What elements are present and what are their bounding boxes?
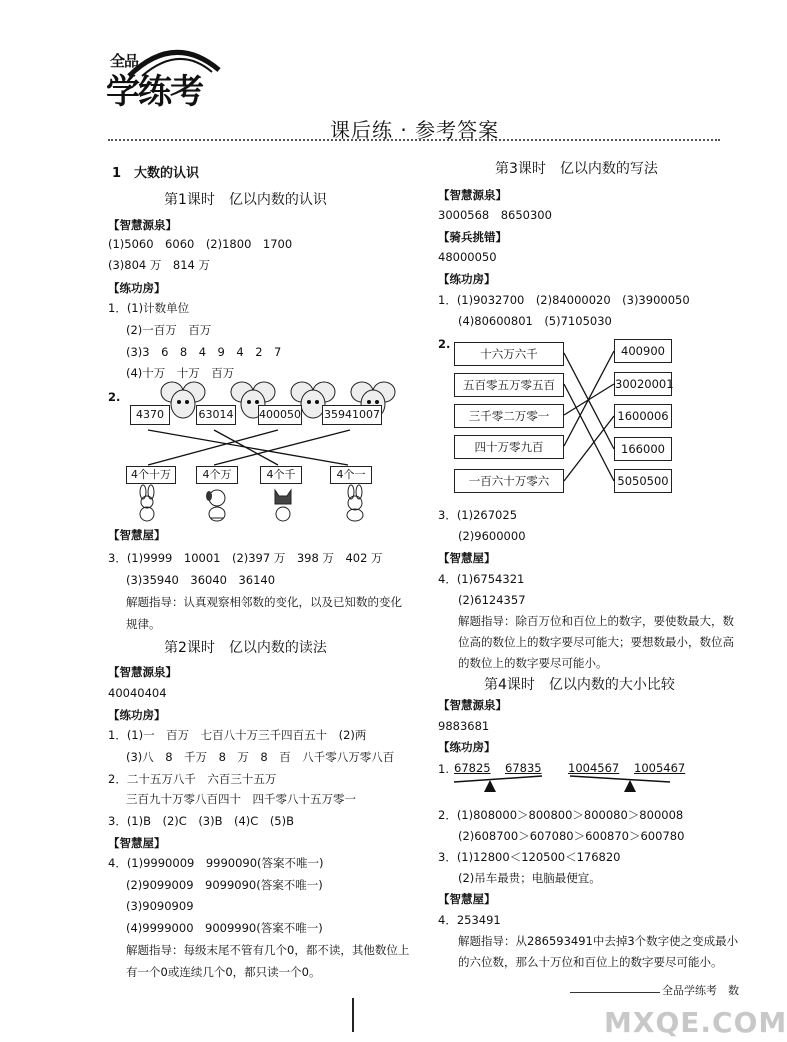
number-card: 35941007 xyxy=(322,405,382,425)
logo-main-text: 学练考 xyxy=(106,72,202,112)
section-label: 【智慧屋】 xyxy=(108,528,166,542)
footer-text: 全品学练考 数 xyxy=(662,984,739,997)
answer-line: (2)9099009 9099090(答案不唯一) xyxy=(126,878,323,892)
lesson3-title: 第3课时 亿以内数的写法 xyxy=(495,161,658,177)
answer-line: (1)5060 6060 (2)1800 1700 xyxy=(108,237,293,251)
section-label: 【练功房】 xyxy=(438,740,496,754)
answer-line: 48000050 xyxy=(438,250,497,264)
answer-line: 1．(1)9032700 (2)84000020 (3)3900050 xyxy=(438,293,690,307)
number-card: 63014 xyxy=(196,405,236,425)
lesson4-title: 第4课时 亿以内数的大小比较 xyxy=(484,677,675,693)
explanation-line: 的六位数，那么十万位和百位上的数字要尽可能小。 xyxy=(458,955,723,969)
section-label: 【智慧屋】 xyxy=(438,551,496,565)
section-label: 【智慧源泉】 xyxy=(108,218,177,232)
explanation-line: 解题指导：从286593491中去掉3个数字使之变成最小 xyxy=(458,934,739,948)
answer-line: (4)80600801 (5)7105030 xyxy=(458,314,612,328)
unit-title: 1 大数的认识 xyxy=(112,166,200,181)
answer-line: (3)3 6 8 4 9 4 2 7 xyxy=(126,345,282,359)
answer-line: 三百九十万零八百四十 四千零八十五万零一 xyxy=(126,792,356,806)
answer-line: 4．(1)6754321 xyxy=(438,572,525,586)
digit-number-card: 1600006 xyxy=(614,404,672,428)
section-label: 【骑兵挑错】 xyxy=(438,230,507,244)
scale-value: 1004567 xyxy=(568,761,620,775)
digit-number-card: 400900 xyxy=(614,339,672,363)
scale-value: 1005467 xyxy=(634,761,686,775)
explanation-line: 解题指导：除百万位和百位上的数字，要使数最大，数 xyxy=(458,614,734,628)
answer-line: 3．(1)267025 xyxy=(438,508,518,522)
answer-line: (4)9999000 9009990(答案不唯一) xyxy=(126,921,323,935)
digit-number-card: 166000 xyxy=(614,437,672,461)
answer-line: 1．(1)一 百万 七百八十万三千四百五十 (2)两 xyxy=(108,728,367,742)
answer-line: 3．(1)12800＜120500＜176820 xyxy=(438,850,621,864)
logo-top-text: 全品 xyxy=(110,52,139,70)
lesson1-title: 第1课时 亿以内数的认识 xyxy=(164,192,327,208)
word-number-card: 一百六十万零六 xyxy=(454,469,564,493)
answer-line: 1．(1)计数单位 xyxy=(108,301,190,315)
section-label: 【练功房】 xyxy=(108,281,166,295)
place-value-card: 4个千 xyxy=(260,466,302,484)
explanation-line: 解题指导：认真观察相邻数的变化，以及已知数的变化 xyxy=(126,595,402,609)
answer-line: 3．(1)9999 10001 (2)397 万 398 万 402 万 xyxy=(108,551,383,565)
section-label: 【智慧屋】 xyxy=(108,836,166,850)
answer-line: (4)十万 十万 百万 xyxy=(126,366,235,380)
number-card: 4370 xyxy=(130,405,170,425)
footer-rule xyxy=(570,992,660,993)
explanation-line: 规律。 xyxy=(126,617,161,631)
question-number: 2. xyxy=(438,337,451,351)
section-label: 【智慧源泉】 xyxy=(438,188,507,202)
word-number-card: 十六万六千 xyxy=(454,342,564,366)
word-number-card: 四十万零九百 xyxy=(454,435,564,459)
place-value-card: 4个十万 xyxy=(126,466,176,484)
answer-line: (2)6124357 xyxy=(458,593,526,607)
answer-line: 2．二十五万八千 六百三十五万 xyxy=(108,772,277,786)
answer-line: (2)一百万 百万 xyxy=(126,323,212,337)
answer-line: 4．253491 xyxy=(438,913,501,927)
place-value-card: 4个一 xyxy=(330,466,372,484)
section-label: 【练功房】 xyxy=(438,272,496,286)
word-number-card: 五百零五万零五百 xyxy=(454,373,564,397)
section-label: 【练功房】 xyxy=(108,708,166,722)
page-mark xyxy=(352,998,354,1032)
answer-line: (3)9090909 xyxy=(126,899,194,913)
answer-line: 2．(1)808000＞800800＞800080＞800008 xyxy=(438,808,684,822)
balance-scale-icon xyxy=(450,772,550,798)
question-number: 1. xyxy=(438,762,449,776)
scale-value: 67825 xyxy=(454,761,491,775)
watermark: MXQE.COM xyxy=(604,1006,787,1039)
answer-line: (3)八 8 千万 8 万 8 百 八千零八万零八百 xyxy=(126,750,395,764)
question-number: 2. xyxy=(108,390,121,404)
digit-number-card: 5050500 xyxy=(614,469,672,493)
answer-line: 3000568 8650300 xyxy=(438,208,552,222)
lesson2-title: 第2课时 亿以内数的读法 xyxy=(164,640,327,656)
explanation-line: 位高的数位上的数字要尽可能大；要想数最小，数位高 xyxy=(458,635,734,649)
answer-line: (3)35940 36040 36140 xyxy=(126,573,276,587)
number-card: 400050 xyxy=(258,405,302,425)
answer-line: (2)9600000 xyxy=(458,529,526,543)
page-title: 课后练 · 参考答案 xyxy=(330,118,500,142)
answer-line: 9883681 xyxy=(438,719,490,733)
section-label: 【智慧屋】 xyxy=(438,892,496,906)
answer-line: 3．(1)B (2)C (3)B (4)C (5)B xyxy=(108,814,294,828)
word-number-card: 三千零二万零一 xyxy=(454,404,564,428)
section-label: 【智慧源泉】 xyxy=(438,698,507,712)
section-label: 【智慧源泉】 xyxy=(108,665,177,679)
answer-line: 40040404 xyxy=(108,686,167,700)
digit-number-card: 30020001 xyxy=(614,372,672,396)
scale-value: 67835 xyxy=(505,761,542,775)
explanation-line: 的数位上的数字要尽可能小。 xyxy=(458,656,608,670)
answer-line: 4．(1)9990009 9990090(答案不唯一) xyxy=(108,856,324,870)
answer-line: (3)804 万 814 万 xyxy=(108,258,211,272)
explanation-line: 有一个0或连续几个0，都只读一个0。 xyxy=(126,965,321,979)
answer-line: (2)608700＞607080＞600870＞600780 xyxy=(458,829,685,843)
balance-scale-icon xyxy=(566,772,676,798)
answer-line: (2)吊车最贵；电脑最便宜。 xyxy=(458,871,601,885)
explanation-line: 解题指导：每级末尾不管有几个0，都不读，其他数位上 xyxy=(126,943,410,957)
place-value-card: 4个万 xyxy=(196,466,238,484)
